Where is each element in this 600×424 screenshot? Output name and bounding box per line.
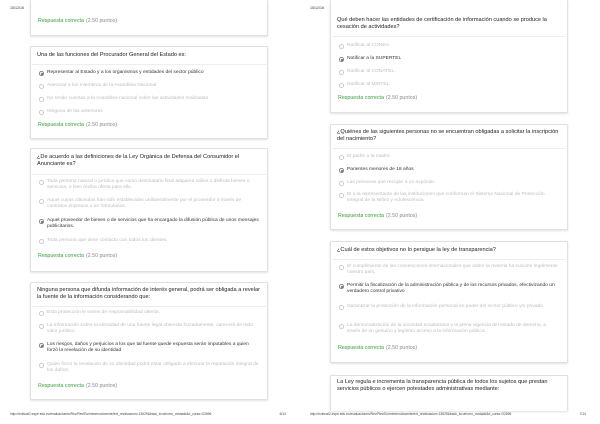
option-text: Toda persona natural o jurídica que como destinatario final adquiera utilice o disfrute bienes o servicios, o bien reciba oferta para ello. — [47, 179, 250, 191]
option-text: Los riesgos, daños y perjuicios a los que tal fuente quede expuesta serán imputables a quien forzó la revelación de su identidad — [47, 342, 249, 354]
divider — [32, 64, 266, 65]
answer-points: (2.50 puntos) — [385, 345, 418, 351]
question-text: ¿De acuerdo a las definiciones de la Ley Orgánica de Defensa del Consumidor el Anunciante es? — [37, 154, 240, 168]
answer-feedback — [38, 383, 117, 390]
divider — [32, 306, 266, 307]
answer-feedback — [338, 345, 417, 352]
question-card — [330, 375, 568, 411]
print-header-date: 15/12/16 — [310, 6, 324, 10]
print-footer-url: http://evirtual2.espe.edu.ec/evaluaciones/Rev/Rev/Eo/mimenudocente/ext_revaluacion=13629&back_to=ahorro_ovidadd&d_curso=02696 — [10, 412, 212, 416]
option-text: Toda persona que tiene contacto con todos los clientes. — [47, 238, 168, 243]
radio-unchecked-icon[interactable] — [39, 239, 44, 244]
divider — [332, 148, 566, 149]
option-text: Asesorar a los miembros de la Asamblea Nacional — [47, 83, 157, 88]
radio-unchecked-icon[interactable] — [39, 84, 44, 89]
radio-unchecked-icon[interactable] — [339, 155, 344, 160]
radio-unchecked-icon[interactable] — [339, 193, 344, 198]
answer-status: Respuesta correcta — [338, 345, 384, 351]
question-card — [330, 0, 568, 113]
option-text: Notificar al CONEA. — [347, 43, 391, 48]
option-text: El cumplimiento de las convenciones internacionales que sobre la materia ha suscrito legalmente nuestro país. — [347, 264, 558, 276]
radio-unchecked-icon[interactable] — [339, 305, 344, 310]
option-text: Esta protección le exime de responsabilidad ulterior. — [47, 310, 161, 315]
answer-points: (2.50 puntos) — [85, 253, 118, 259]
question-card — [330, 241, 568, 363]
radio-unchecked-icon[interactable] — [39, 311, 44, 316]
option-text: Notificar al MINTEL — [347, 82, 390, 87]
answer-status: Respuesta correcta — [38, 122, 84, 128]
radio-unchecked-icon[interactable] — [339, 265, 344, 270]
answer-feedback — [38, 253, 117, 260]
print-footer-url: http://evirtual2.espe.edu.ec/evaluaciones/Rev/Rev/Eo/mimenudocente/ext_revaluacion=13629&back_to=ahorro_ovidadd&d_curso=02696 — [310, 412, 512, 416]
question-text: ¿Cuál de estos objetivos no lo persigue la ley de transparencia? — [337, 247, 496, 253]
print-footer-page-number: 6/14 — [279, 412, 286, 416]
radio-checked-icon[interactable] — [39, 343, 44, 348]
radio-unchecked-icon[interactable] — [339, 83, 344, 88]
answer-status: Respuesta correcta — [338, 95, 384, 101]
answer-feedback — [338, 95, 417, 102]
radio-checked-icon[interactable] — [339, 57, 344, 62]
option-text: Quien forzó la revelación de su identidad podrá estar obligado a efectuar la reparación integral de los daños. — [47, 362, 259, 374]
question-card — [30, 0, 268, 36]
pdf-page-right — [300, 0, 600, 424]
radio-checked-icon[interactable] — [39, 219, 44, 224]
option-text: La democratización de la sociedad ecuatoriana y la plena vigencia del estado de derecho, a través de un genuino y legítimo acceso a la información pública. — [347, 323, 547, 335]
radio-checked-icon[interactable] — [339, 284, 344, 289]
answer-points: (2.50 puntos) — [85, 18, 118, 24]
option-text: Representar al Estado y a los organismos y entidades del sector público — [47, 70, 204, 75]
radio-unchecked-icon[interactable] — [339, 44, 344, 49]
option-text: Notificar a la SUPERTEL — [347, 56, 402, 61]
radio-unchecked-icon[interactable] — [339, 324, 344, 329]
answer-feedback — [338, 213, 417, 220]
question-card — [30, 148, 268, 272]
answer-status: Respuesta correcta — [38, 18, 84, 24]
answer-points: (2.50 puntos) — [85, 383, 118, 389]
answer-status: Respuesta correcta — [338, 213, 384, 219]
answer-points: (2.50 puntos) — [385, 213, 418, 219]
radio-unchecked-icon[interactable] — [39, 97, 44, 102]
option-text: La información sobre la identidad de una fuente legal obtenida forzadamente, carecerá de todo valor jurídico — [47, 323, 253, 335]
radio-unchecked-icon[interactable] — [39, 110, 44, 115]
radio-unchecked-icon[interactable] — [339, 70, 344, 75]
question-text: ¿Quiénes de las siguientes personas no se encuentran obligadas a solicitar la inscripción del nacimiento? — [337, 129, 559, 143]
question-card — [330, 124, 568, 230]
option-text: Aquel cuyas cláusulas han sido establecidas unilateralmente por el proveedor a través de contratos impresos o en formularios. — [47, 198, 242, 210]
divider — [332, 36, 566, 37]
option-text: Garantizar la protección de la información personal en poder del sector público y/o privado. — [347, 304, 545, 309]
option-text: Ninguna de las anteriores — [47, 109, 103, 114]
option-text: Parientes menores de 18 años — [347, 167, 414, 172]
option-text: No rendir cuentas a la Asamblea nacional sobre las actividades realizadas — [47, 96, 208, 101]
radio-unchecked-icon[interactable] — [39, 363, 44, 368]
print-footer-page-number: 7/14 — [579, 412, 586, 416]
divider — [332, 259, 566, 260]
option-text: Aquel proveedor de bienes o de servicios que ha encargado la difusión pública de unos mensajes publicitarios. — [47, 218, 259, 230]
option-text: Permitir la fiscalización de la administración pública y de los recursos privados, efectivizando un verdadero control privativo — [347, 283, 555, 295]
answer-status: Respuesta correcta — [38, 383, 84, 389]
divider — [32, 174, 266, 175]
radio-unchecked-icon[interactable] — [39, 324, 44, 329]
option-text: El o la representante de las instituciones que conforman el Sistema Nacional de Protección Integral de la Niñez y Adolescencia. — [347, 192, 545, 204]
question-card — [30, 46, 268, 139]
answer-feedback — [38, 122, 117, 129]
option-text: Notificar al CONATEL. — [347, 69, 396, 74]
option-text: Las personas que recojan a un expósito. — [347, 180, 436, 185]
answer-points: (2.50 puntos) — [85, 122, 118, 128]
radio-unchecked-icon[interactable] — [339, 181, 344, 186]
radio-unchecked-icon[interactable] — [39, 180, 44, 185]
radio-checked-icon[interactable] — [339, 168, 344, 173]
answer-feedback — [38, 18, 117, 25]
answer-status: Respuesta correcta — [38, 253, 84, 259]
option-text: El padre o la madre. — [347, 154, 392, 159]
print-header-date: 15/12/16 — [10, 6, 24, 10]
answer-points: (2.50 puntos) — [385, 95, 418, 101]
question-text: Una de las funciones del Procurador General del Estado es: — [37, 52, 186, 58]
radio-unchecked-icon[interactable] — [39, 199, 44, 204]
question-text: La Ley regula e incrementa la transparencia pública de todos los sujetos que prestan servicios públicos o ejercen potestades administrativas mediante: — [337, 379, 548, 393]
radio-checked-icon[interactable] — [39, 71, 44, 76]
question-text: Ninguna persona que difunda información de interés general, podrá ser obligada a revelar la fuente de la información considerando que: — [37, 287, 260, 301]
question-card — [30, 282, 268, 400]
question-text: Qué deben hacer las entidades de certificación de información cuando se produce la cesación de actividades? — [337, 17, 547, 31]
